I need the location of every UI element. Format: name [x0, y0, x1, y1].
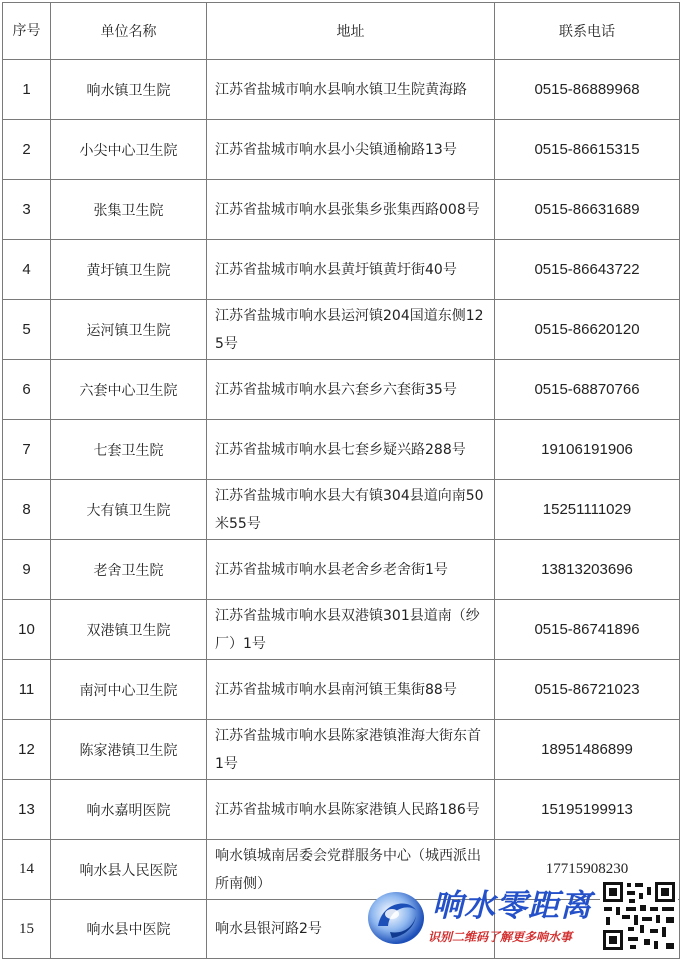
- table-row: [3, 360, 680, 420]
- cell-address: 江苏省盐城市响水县响水镇卫生院黄海路: [207, 60, 495, 120]
- cell-phone: 13813203696: [495, 540, 680, 600]
- cell-address: 江苏省盐城市响水县双港镇301县道南（纱厂）1号: [207, 600, 495, 660]
- cell-seq: 14: [3, 840, 51, 900]
- cell-address: 江苏省盐城市响水县小尖镇通榆路13号: [207, 120, 495, 180]
- cell-phone: 15195199913: [495, 780, 680, 840]
- cell-name: 双港镇卫生院: [51, 600, 207, 660]
- cell-seq: 5: [3, 300, 51, 360]
- cell-address: 江苏省盐城市响水县七套乡疑兴路288号: [207, 420, 495, 480]
- table-row: [3, 720, 680, 780]
- table-row: [3, 660, 680, 720]
- cell-address: 江苏省盐城市响水县大有镇304县道向南50米55号: [207, 480, 495, 540]
- cell-phone: 0515-86620120: [495, 300, 680, 360]
- cell-name: 老舍卫生院: [51, 540, 207, 600]
- cell-name: 大有镇卫生院: [51, 480, 207, 540]
- cell-phone: 19106191906: [495, 420, 680, 480]
- cell-phone: 17715908230: [495, 840, 680, 900]
- table-row: [3, 780, 680, 840]
- qr-code-icon: [600, 879, 678, 953]
- cell-seq: 9: [3, 540, 51, 600]
- cell-seq: 13: [3, 780, 51, 840]
- cell-name: 南河中心卫生院: [51, 660, 207, 720]
- table-row: [3, 180, 680, 240]
- cell-seq: 10: [3, 600, 51, 660]
- watermark: [364, 876, 680, 958]
- cell-phone: 0515-86721023: [495, 660, 680, 720]
- cell-name: 张集卫生院: [51, 180, 207, 240]
- cell-address: 江苏省盐城市响水县六套乡六套街35号: [207, 360, 495, 420]
- table-row: [3, 600, 680, 660]
- cell-address: 江苏省盐城市响水县南河镇王集街88号: [207, 660, 495, 720]
- cell-seq: 7: [3, 420, 51, 480]
- cell-address: 响水县银河路2号: [207, 900, 495, 959]
- cell-seq: 15: [3, 900, 51, 959]
- blue-swirl-logo-icon: [364, 880, 428, 950]
- header-phone: 联系电话: [495, 3, 680, 60]
- table-row: [3, 300, 680, 360]
- cell-seq: 3: [3, 180, 51, 240]
- cell-seq: 8: [3, 480, 51, 540]
- table-row: [3, 120, 680, 180]
- cell-seq: 12: [3, 720, 51, 780]
- cell-name: 响水镇卫生院: [51, 60, 207, 120]
- cell-name: 六套中心卫生院: [51, 360, 207, 420]
- table-body: [3, 60, 680, 959]
- table-row: [3, 240, 680, 300]
- watermark-subtitle: 识别二维码了解更多响水事: [428, 930, 573, 944]
- cell-name: 运河镇卫生院: [51, 300, 207, 360]
- cell-address: 江苏省盐城市响水县运河镇204国道东侧125号: [207, 300, 495, 360]
- cell-name: 响水县中医院: [51, 900, 207, 959]
- cell-address: 江苏省盐城市响水县陈家港镇人民路186号: [207, 780, 495, 840]
- cell-name: 陈家港镇卫生院: [51, 720, 207, 780]
- cell-seq: 2: [3, 120, 51, 180]
- cell-name: 七套卫生院: [51, 420, 207, 480]
- header-seq: 序号: [3, 3, 51, 60]
- table-row: [3, 480, 680, 540]
- cell-seq: 4: [3, 240, 51, 300]
- cell-phone: 0515-68870766: [495, 360, 680, 420]
- cell-phone: 15251111029: [495, 480, 680, 540]
- cell-seq: 6: [3, 360, 51, 420]
- header-name: 单位名称: [51, 3, 207, 60]
- table-row: [3, 60, 680, 120]
- cell-address: 江苏省盐城市响水县黄圩镇黄圩街40号: [207, 240, 495, 300]
- cell-phone: 0515-86741896: [495, 600, 680, 660]
- cell-address: 江苏省盐城市响水县张集乡张集西路008号: [207, 180, 495, 240]
- header-address: 地址: [207, 3, 495, 60]
- cell-name: 响水嘉明医院: [51, 780, 207, 840]
- cell-phone: 0515-86615315: [495, 120, 680, 180]
- cell-phone: 18951486899: [495, 720, 680, 780]
- cell-name: 黄圩镇卫生院: [51, 240, 207, 300]
- watermark-title: 响水零距离: [432, 888, 592, 924]
- cell-address: 响水镇城南居委会党群服务中心（城西派出所南侧）: [207, 840, 495, 900]
- cell-address: 江苏省盐城市响水县老舍乡老舍街1号: [207, 540, 495, 600]
- table-row: [3, 420, 680, 480]
- cell-phone: 0515-86631689: [495, 180, 680, 240]
- cell-address: 江苏省盐城市响水县陈家港镇淮海大街东首1号: [207, 720, 495, 780]
- table-row: [3, 540, 680, 600]
- cell-seq: 11: [3, 660, 51, 720]
- cell-name: 响水县人民医院: [51, 840, 207, 900]
- cell-name: 小尖中心卫生院: [51, 120, 207, 180]
- cell-phone: 0515-86889968: [495, 60, 680, 120]
- cell-phone: 0515-86643722: [495, 240, 680, 300]
- clinic-table: [2, 2, 680, 959]
- cell-seq: 1: [3, 60, 51, 120]
- table-header-row: [3, 3, 680, 60]
